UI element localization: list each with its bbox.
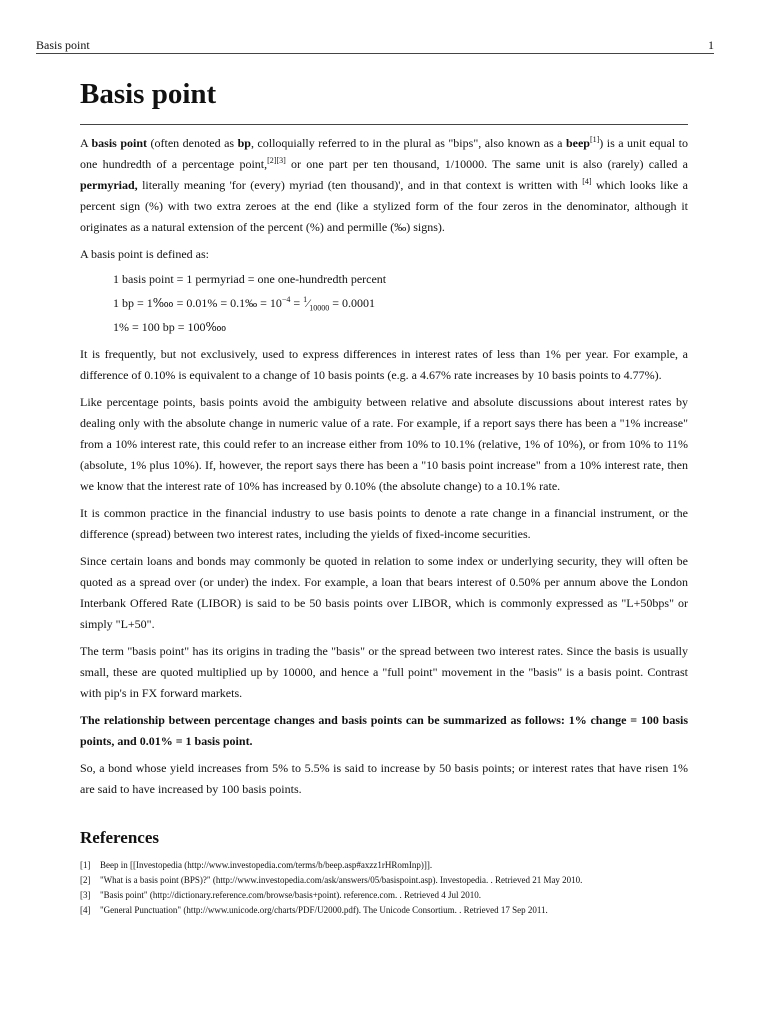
paragraph-loans-bonds: Since certain loans and bonds may commonly be quoted in relation to some index or underlying security, they will often be quoted as a spread over (or under) the index. For example, a loan that bears interest of 0.50% per annum above the London Interbank Offered Rate (LIBOR) is said to be 50 basis points over LIBOR, which is commonly expressed as "L+50bps" or simply "L+50". xyxy=(80,554,688,631)
reference-text[interactable]: Beep in [[Investopedia (http://www.investopedia.com/terms/b/beep.asp#axzz1rHRomInp)]]. xyxy=(100,860,433,870)
paragraph-origin: The term "basis point" has its origins in trading the "basis" or the spread between two interest rates. Since the basis is usually small, these are quoted multiplied up by 10000, and hence a "full point" movement in the "basis" is a basis point. Contrast with pip's in FX forward markets. xyxy=(80,644,688,700)
reference-number: [1] xyxy=(80,860,91,870)
intro-text: ) is a unit equal to one hundredth of a percentage point, xyxy=(80,136,689,171)
reference-item xyxy=(80,903,688,918)
article-body xyxy=(80,74,688,918)
formula-line-1: 1 basis point = 1 permyriad = one one-hundredth percent xyxy=(113,272,387,286)
formula-line-3: 1% = 100 bp = 100‱ xyxy=(113,320,227,334)
reference-text[interactable]: "General Punctuation" (http://www.unicode.org/charts/PDF/U2000.pdf). The Unicode Consortium. . Retrieved 17 Sep 2011. xyxy=(100,905,548,915)
reference-number: [4] xyxy=(80,905,91,915)
fraction-slash: ⁄ xyxy=(307,296,310,310)
intro-text: A xyxy=(80,136,92,150)
paragraph-bond-example: So, a bond whose yield increases from 5% to 5.5% is said to increase by 50 basis points; or interest rates that have risen 1% are said to have increased by 100 basis points. xyxy=(80,761,688,796)
definition-intro: A basis point is defined as: xyxy=(80,247,209,261)
references-list xyxy=(80,858,688,918)
intro-text: , colloquially referred to in the plural as "bips", also known as a xyxy=(250,136,566,150)
citation-link[interactable]: [4] xyxy=(582,177,592,186)
definition-formula xyxy=(113,269,688,338)
paragraph-frequent-use: It is frequently, but not exclusively, used to express differences in interest rates of less than 1% per year. For example, a difference of 0.10% is equivalent to a change of 10 basis points (e.g. a 4.67% rate increases by 10 basis points to 4.77%). xyxy=(80,347,688,382)
article-title: Basis point xyxy=(80,74,688,125)
intro-text: or one part per ten thousand, 1/10000. The same unit is also (rarely) called a xyxy=(285,157,688,171)
intro-text: (often denoted as xyxy=(147,136,238,150)
paragraph-common-practice: It is common practice in the financial industry to use basis points to denote a rate change in a financial instrument, or the difference (spread) between two interest rates, including the yields of fixed-income securities. xyxy=(80,506,688,541)
formula-text: = xyxy=(290,296,304,310)
reference-text[interactable]: "Basis point" (http://dictionary.reference.com/browse/basis+point). reference.com. . Retrieved 4 Jul 2010. xyxy=(100,890,481,900)
running-header xyxy=(36,36,714,54)
formula-text: 1 bp = 1‱ = 0.01% = 0.1‰ = 10 xyxy=(113,296,282,310)
fraction-numerator: 1 xyxy=(303,295,308,304)
reference-number: [3] xyxy=(80,890,91,900)
references-heading: References xyxy=(80,828,159,847)
running-header-title: Basis point xyxy=(36,38,90,52)
page-number: 1 xyxy=(708,38,714,52)
citation-link[interactable]: [1] xyxy=(589,135,600,144)
intro-text: literally meaning 'for (every) myriad (ten thousand)', and in that context is written with xyxy=(137,178,583,192)
term-beep: beep xyxy=(565,136,590,150)
term-basis-point: basis point xyxy=(91,136,148,150)
reference-item xyxy=(80,873,688,888)
reference-item xyxy=(80,888,688,903)
paragraph-ambiguity: Like percentage points, basis points avoid the ambiguity between relative and absolute discussions about interest rates by dealing only with the absolute change in numeric value of a rate. For example, if a report says there has been a "1% increase" from a 10% interest rate, this could refer to an increase either from 10% to 10.1% (relative, 1% of 10%), or from 10% to 11% (absolute, 1% plus 10%). If, however, the report says there has been a "10 basis point increase" from a 10% interest rate, then we know that the interest rate of 10% has increased by 0.10% (the absolute change) to a 10.1% rate. xyxy=(80,395,688,493)
reference-number: [2] xyxy=(80,875,91,885)
term-bp: bp xyxy=(237,136,251,150)
formula-line-2 xyxy=(113,293,688,314)
citation-link[interactable]: [2][3] xyxy=(267,156,286,165)
reference-item xyxy=(80,858,688,873)
formula-exponent: −4 xyxy=(281,295,291,304)
term-permyriad: permyriad, xyxy=(80,178,138,192)
intro-paragraph xyxy=(80,133,688,238)
fraction-denominator: 10000 xyxy=(309,303,330,313)
paragraph-summary: The relationship between percentage changes and basis points can be summarized as follows: 1% change = 100 basis points, and 0.01% = 1 basis point. xyxy=(80,713,688,748)
intro-text: which looks like a percent sign (%) with two extra zeroes at the end (like a stylized form of the four zeros in the denominator, although it originates as a natural extension of the percent (%) and permille (‰) signs). xyxy=(80,178,688,234)
formula-text: = 0.0001 xyxy=(329,296,375,310)
reference-text[interactable]: "What is a basis point (BPS)?" (http://www.investopedia.com/ask/answers/05/basispoint.asp). Investopedia. . Retrieved 21 May 2010. xyxy=(100,875,583,885)
